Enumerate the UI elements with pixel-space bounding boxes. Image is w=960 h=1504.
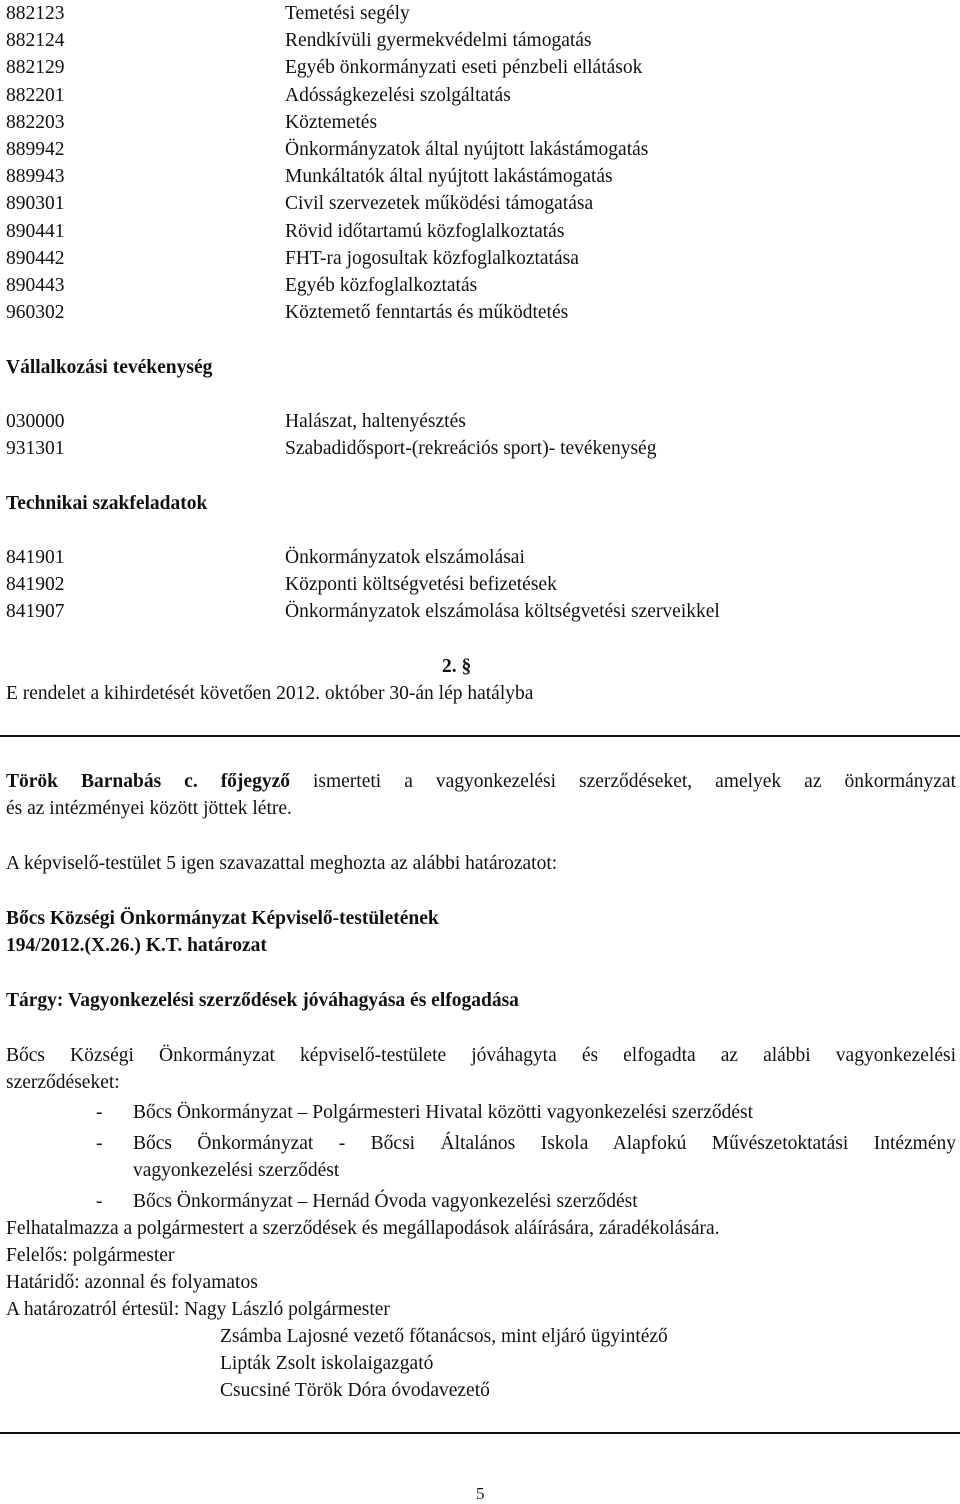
list-dash: - — [96, 1102, 103, 1123]
notified-person: Zsámba Lajosné vezető főtanácsos, mint eljáró ügyintéző — [220, 1326, 668, 1347]
paragraph-heading — [442, 653, 484, 680]
page-number: 5 — [476, 1484, 485, 1503]
resolution-text-2: szerződéseket: — [6, 1072, 120, 1093]
code: 030000 — [6, 411, 65, 432]
contract-item: Bőcs Önkormányzat – Polgármesteri Hivatal közötti vagyonkezelési szerződést — [133, 1102, 754, 1123]
notified-label: A határozatról értesül: Nagy László polgármester — [6, 1299, 390, 1320]
code: 882124 — [6, 30, 65, 52]
code: 889942 — [6, 139, 65, 160]
code-description: Köztemető fenntartás és működtetés — [285, 302, 569, 324]
section-heading-technikai: Technikai szakfeladatok — [6, 493, 208, 514]
code: 960302 — [6, 302, 65, 324]
footer-separator — [0, 1432, 960, 1434]
notified-person: Csucsiné Török Dóra óvodavezető — [220, 1380, 490, 1401]
contract-item-continued: vagyonkezelési szerződést — [133, 1160, 340, 1181]
speaker-name: Török Barnabás c. — [6, 771, 198, 792]
contract-item: Bőcs Önkormányzat - Bőcsi Általános Iskola Alapfokú Művészetoktatási Intézmény — [133, 1133, 956, 1154]
code-description: Köztemetés — [285, 111, 378, 133]
code-description: Rendkívüli gyermekvédelmi támogatás — [285, 30, 592, 52]
resolution-number: 194/2012.(X.26.) K.T. határozat — [6, 935, 267, 956]
code-description: Temetési segély — [285, 3, 410, 24]
section-heading-vallalkozasi: Vállalkozási tevékenység — [6, 357, 213, 378]
code-description: Adósságkezelési szolgáltatás — [285, 84, 511, 106]
responsible: Felelős: polgármester — [6, 1245, 175, 1266]
deadline: Határidő: azonnal és folyamatos — [6, 1272, 258, 1293]
paragraph-text: E rendelet a kihirdetését követően 2012. október 30-án lép hatályba — [6, 683, 534, 704]
speaker-role: főjegyző — [220, 771, 290, 792]
vote-text: A képviselő-testület 5 igen szavazattal meghozta az alábbi határozatot: — [6, 853, 558, 874]
code-description: Önkormányzatok által nyújtott lakástámogatás — [285, 139, 649, 160]
paragraph-number: 2. — [442, 656, 457, 677]
code: 890443 — [6, 275, 65, 296]
resolution-body: Bőcs Községi Önkormányzat Képviselő-testületének — [6, 908, 439, 929]
code: 890301 — [6, 193, 65, 215]
code: 841902 — [6, 574, 65, 596]
separator-line — [0, 735, 960, 737]
code: 882203 — [6, 111, 65, 133]
code-description: Központi költségvetési befizetések — [285, 574, 557, 596]
code: 882123 — [6, 3, 65, 24]
code-description: Önkormányzatok elszámolása költségvetési szerveikkel — [285, 601, 720, 623]
code-description: Munkáltatók által nyújtott lakástámogatás — [285, 166, 613, 188]
code-description: Szabadidősport-(rekreációs sport)- tevékenység — [285, 438, 657, 460]
code-description: Egyéb önkormányzati eseti pénzbeli ellátások — [285, 57, 643, 79]
contract-item: Bőcs Önkormányzat – Hernád Óvoda vagyonkezelési szerződést — [133, 1191, 638, 1212]
code-description: Rövid időtartamú közfoglalkoztatás — [285, 220, 565, 242]
code: 889943 — [6, 166, 65, 188]
list-dash: - — [96, 1191, 103, 1212]
code-description: Halászat, haltenyésztés — [285, 411, 466, 432]
code: 882201 — [6, 84, 65, 106]
resolution-subject: Tárgy: Vagyonkezelési szerződések jóváhagyása és elfogadása — [6, 990, 519, 1011]
authorization-text: Felhatalmazza a polgármestert a szerződések és megállapodások aláírására, záradékolására. — [6, 1218, 720, 1239]
section-sign: § — [461, 656, 472, 677]
intro-line-2: és az intézményei között jöttek létre. — [6, 798, 292, 819]
code: 890442 — [6, 247, 65, 269]
code-description: Egyéb közfoglalkoztatás — [285, 275, 478, 296]
resolution-text-1: Bőcs Községi Önkormányzat képviselő-testülete jóváhagyta és elfogadta az alábbi vagyonkezelési — [6, 1045, 956, 1066]
list-dash: - — [96, 1133, 103, 1154]
code: 890441 — [6, 220, 65, 242]
code: 841901 — [6, 547, 65, 568]
code: 841907 — [6, 601, 65, 623]
code-description: FHT-ra jogosultak közfoglalkoztatása — [285, 247, 579, 269]
intro-text: ismerteti a vagyonkezelési szerződéseket, amelyek az önkormányzat — [290, 771, 957, 792]
code: 882129 — [6, 57, 65, 79]
notified-person: Lipták Zsolt iskolaigazgató — [220, 1353, 434, 1374]
intro-line-1 — [6, 768, 956, 795]
code-description: Civil szervezetek működési támogatása — [285, 193, 594, 215]
code: 931301 — [6, 438, 65, 460]
code-description: Önkormányzatok elszámolásai — [285, 547, 525, 568]
